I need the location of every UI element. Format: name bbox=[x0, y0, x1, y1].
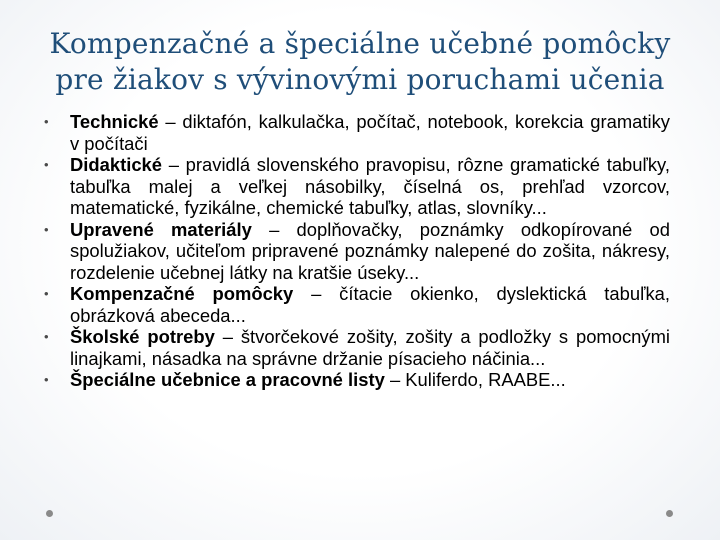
list-item bbox=[44, 219, 670, 284]
item-text: – pravidlá slovenského pravopisu, rôzne gramatické tabuľky, tabuľka malej a veľkej násobilky, číselná os, prehľad vzorcov, matematické, fyzikálne, chemické tabuľky, atlas, slovníky... bbox=[70, 154, 670, 218]
item-term: Technické bbox=[70, 111, 159, 132]
decorative-dot-left bbox=[46, 510, 53, 517]
item-text: – štvorčekové zošity, zošity a podložky s pomocnými linajkami, násadka na správne držanie písacieho náčinia... bbox=[70, 326, 670, 369]
item-term: Didaktické bbox=[70, 154, 162, 175]
slide-title bbox=[20, 26, 700, 98]
bullet-icon: • bbox=[44, 221, 49, 237]
item-term: Upravené materiály bbox=[70, 218, 252, 240]
item-text: – doplňovačky, poznámky odkopírované od spolužiakov, učiteľom pripravené poznámky nalepené do zošita, nákresy, rozdelenie učebnej látky na kratšie úseky... bbox=[70, 218, 670, 283]
item-term: Kompenzačné pomôcky bbox=[70, 283, 294, 304]
item-text: – čítacie okienko, dyslektická tabuľka, obrázková abeceda... bbox=[70, 283, 670, 326]
list-item bbox=[44, 283, 670, 326]
bullet-icon: • bbox=[44, 114, 49, 129]
title-line-1: Kompenzačné a špeciálne učebné pomôcky bbox=[49, 27, 671, 60]
item-term: Školské potreby bbox=[70, 326, 215, 347]
item-term: Špeciálne učebnice a pracovné listy bbox=[70, 369, 385, 390]
bullet-icon: • bbox=[44, 157, 49, 172]
decorative-dot-right bbox=[666, 510, 673, 517]
list-item bbox=[44, 326, 670, 369]
item-text: – Kuliferdo, RAABE... bbox=[384, 369, 566, 390]
list-item bbox=[44, 154, 670, 219]
list-item bbox=[44, 369, 670, 391]
title-line-2: pre žiakov s vývinovými poruchami učenia bbox=[55, 63, 665, 96]
bullet-icon: • bbox=[44, 286, 49, 301]
bullet-icon: • bbox=[44, 372, 49, 387]
bullet-icon: • bbox=[44, 329, 49, 344]
bullet-list bbox=[44, 111, 670, 391]
list-item bbox=[44, 111, 670, 154]
item-text: – diktafón, kalkulačka, počítač, notebook, korekcia gramatiky v počítači bbox=[70, 111, 670, 154]
